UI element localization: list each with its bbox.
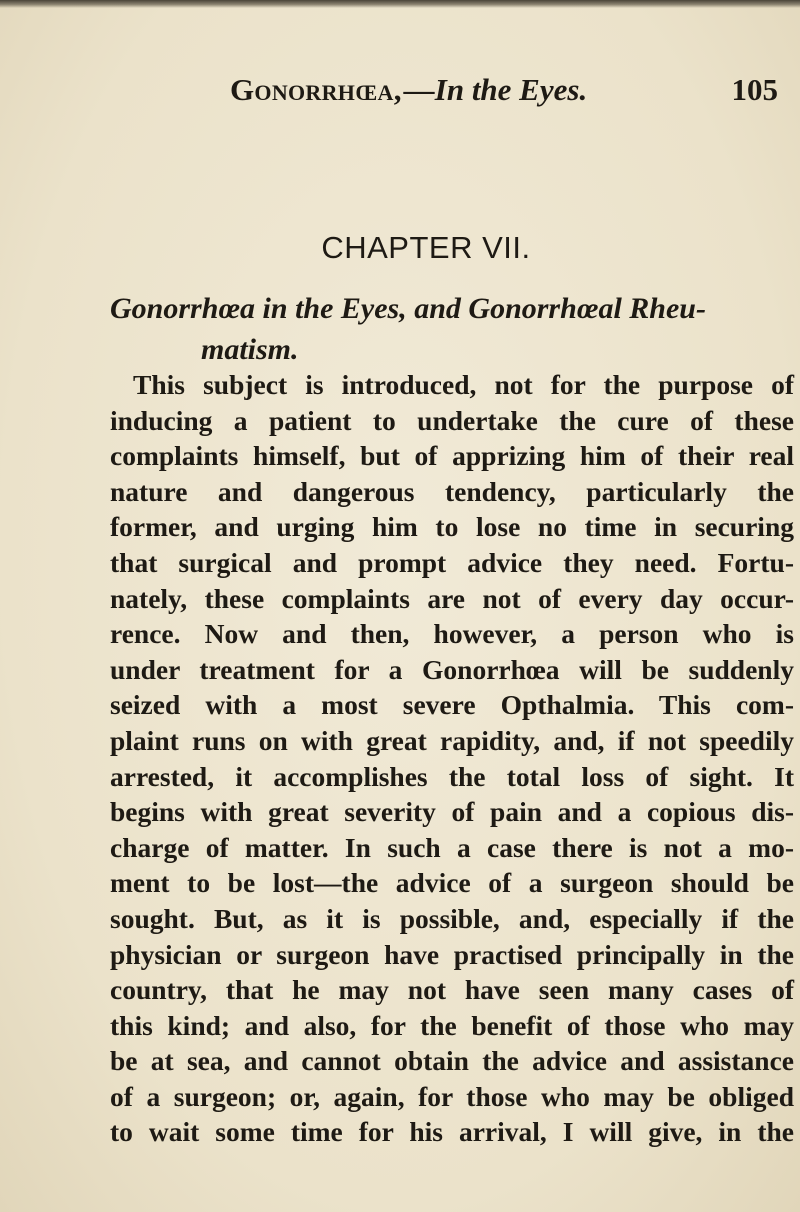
text-line: be at sea, and cannot obtain the advice and assistance (110, 1045, 794, 1077)
text-line: that surgical and prompt advice they need. Fortu- (110, 546, 794, 578)
text-line: physician or surgeon have practised principally in the (110, 938, 794, 970)
text-line: begins with great severity of pain and a copious dis- (110, 796, 794, 828)
running-head-section: Gonorrhœa, (230, 72, 402, 107)
page-top-edge (0, 0, 800, 8)
running-head (230, 70, 778, 110)
text-line: rence. Now and then, however, a person who is (110, 618, 794, 650)
text-line: seized with a most severe Opthalmia. This com- (110, 689, 794, 721)
page-number: 105 (731, 72, 778, 107)
text-line: nature and dangerous tendency, particularly the (110, 475, 794, 507)
text-line: this kind; and also, for the benefit of those who may (110, 1009, 794, 1041)
text-line: ment to be lost—the advice of a surgeon should be (110, 867, 794, 899)
running-head-subtitle: —In the Eyes. (403, 72, 588, 107)
text-line: inducing a patient to undertake the cure of these (110, 404, 794, 436)
text-line: to wait some time for his arrival, I will give, in the (110, 1116, 794, 1148)
text-line: of a surgeon; or, again, for those who may be obliged (110, 1080, 794, 1112)
text-line: country, that he may not have seen many cases of (110, 974, 794, 1006)
text-line: under treatment for a Gonorrhœa will be suddenly (110, 653, 794, 685)
text-line: This subject is introduced, not for the purpose of (133, 369, 794, 400)
chapter-subtitle-line-2: matism. (201, 333, 299, 366)
chapter-subtitle (110, 288, 790, 370)
text-line: former, and urging him to lose no time in securing (110, 511, 794, 543)
body-paragraph (110, 367, 794, 1150)
text-line: sought. But, as it is possible, and, especially if the (110, 902, 794, 934)
chapter-heading: CHAPTER VII. (321, 230, 531, 265)
text-line: nately, these complaints are not of every day occur- (110, 582, 794, 614)
chapter-subtitle-line-1: Gonorrhœa in the Eyes, and Gonorrhœal Rheu- (110, 292, 706, 325)
text-line: complaints himself, but of apprizing him of their real (110, 440, 794, 472)
text-line: arrested, it accomplishes the total loss of sight. It (110, 760, 794, 792)
text-line: charge of matter. In such a case there is not a mo- (110, 831, 794, 863)
text-line: plaint runs on with great rapidity, and, if not speedily (110, 724, 794, 756)
